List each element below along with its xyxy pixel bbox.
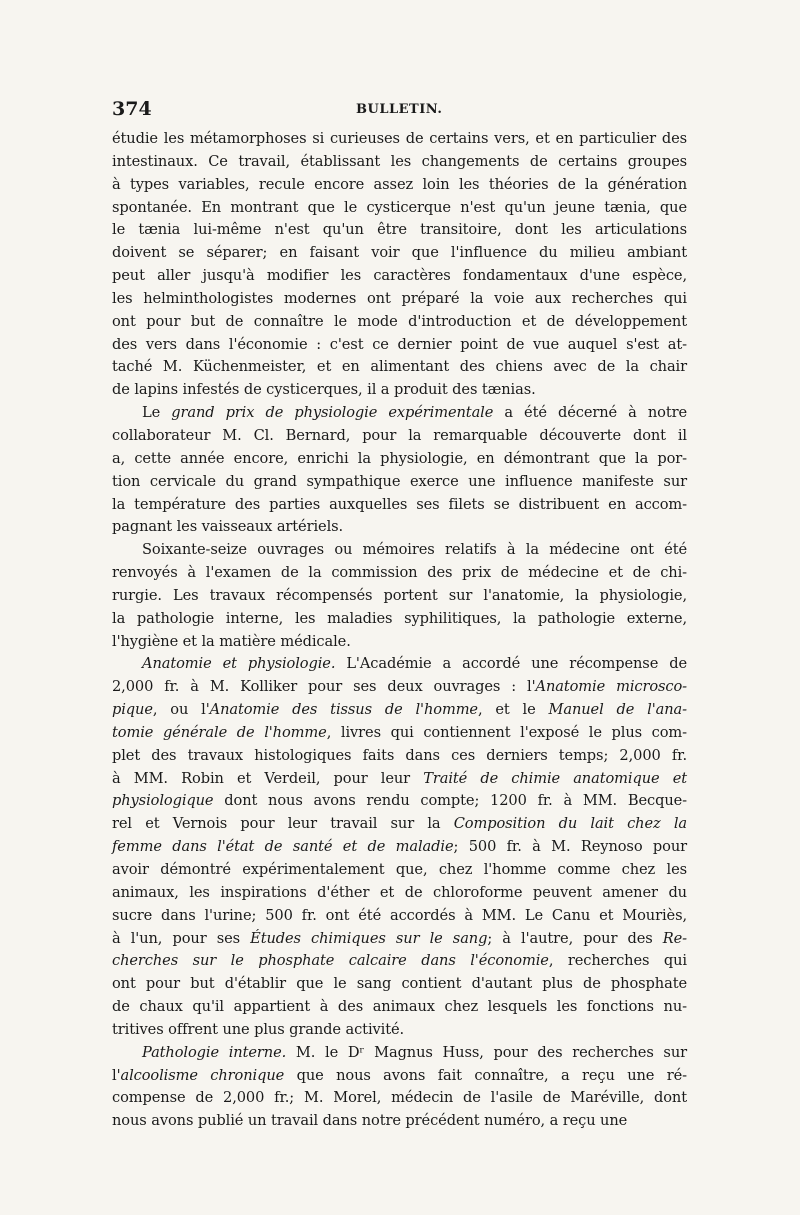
text-run: rurgie. Les travaux récompensés portent sur l'anatomie, la physiologie, xyxy=(112,586,687,604)
text-run: les helminthologistes modernes ont préparé la voie aux recherches qui xyxy=(112,289,687,307)
text-line xyxy=(112,768,687,791)
page-header xyxy=(112,98,687,124)
book-page xyxy=(112,98,687,1133)
text-run: M. le Dʳ Magnus Huss, pour des recherches sur xyxy=(286,1043,687,1061)
italic-text: tomie générale de l'homme xyxy=(112,723,327,741)
text-run: le tænia lui-même n'est qu'un être transitoire, dont les articulations xyxy=(112,221,687,239)
text-line xyxy=(112,174,687,197)
text-line xyxy=(112,950,687,973)
text-line xyxy=(112,882,687,905)
italic-text: alcoolisme chronique xyxy=(120,1066,285,1084)
text-run: ; à l'autre, pour des xyxy=(487,929,663,947)
text-line xyxy=(112,379,687,402)
text-run: Soixante-seize ouvrages ou mémoires relatifs à la médecine ont été xyxy=(142,541,687,559)
text-line xyxy=(112,813,687,836)
text-line xyxy=(112,1019,687,1042)
text-line xyxy=(112,288,687,311)
text-line xyxy=(112,631,687,654)
text-line xyxy=(112,219,687,242)
text-line xyxy=(112,128,687,151)
running-title: BULLETIN. xyxy=(356,102,443,117)
italic-text: Études chimiques sur le sang xyxy=(250,929,488,947)
text-run: , recherches qui xyxy=(548,952,687,970)
paragraph xyxy=(112,402,687,539)
italic-text: grand prix de physiologie expérimentale xyxy=(171,404,494,422)
text-run: des vers dans l'économie : c'est ce dernier point de vue auquel s'est at- xyxy=(112,335,687,353)
text-line xyxy=(112,699,687,722)
text-line xyxy=(112,836,687,859)
text-line xyxy=(112,242,687,265)
text-line xyxy=(112,265,687,288)
text-run: pagnant les vaisseaux artériels. xyxy=(112,518,344,536)
italic-text: Re- xyxy=(662,929,688,947)
text-line xyxy=(112,471,687,494)
text-run: de chaux qu'il appartient à des animaux chez lesquels les fonctions nu- xyxy=(112,998,687,1016)
text-line xyxy=(112,722,687,745)
text-line xyxy=(112,859,687,882)
text-run: taché M. Küchenmeister, et en alimentant des chiens avec de la chair xyxy=(112,358,687,376)
text-run: dont nous avons rendu compte; 1200 fr. à MM. Becque- xyxy=(213,792,687,810)
text-run: rel et Vernois pour leur travail sur la xyxy=(112,815,454,833)
italic-text: pique xyxy=(112,701,153,719)
italic-text: femme dans l'état de santé et de maladie xyxy=(112,838,454,856)
italic-text: Pathologie interne. xyxy=(142,1043,287,1061)
text-run: collaborateur M. Cl. Bernard, pour la remarquable découverte dont il xyxy=(112,426,687,444)
text-run: la température des parties auxquelles ses filets se distribuent en accom- xyxy=(112,495,687,513)
text-run: la pathologie interne, les maladies syphilitiques, la pathologie externe, xyxy=(112,609,687,627)
text-line xyxy=(112,494,687,517)
text-run: 2,000 fr. à M. Kolliker pour ses deux ouvrages : l' xyxy=(112,678,536,696)
text-run: ; 500 fr. à M. Reynoso pour xyxy=(453,838,687,856)
text-run: ont pour but de connaître le mode d'introduction et de développement xyxy=(112,312,687,330)
text-run: a, cette année encore, enrichi la physiologie, en démontrant que la por- xyxy=(112,449,687,467)
text-run: a été décerné à notre xyxy=(493,404,688,422)
text-line xyxy=(112,425,687,448)
paragraph xyxy=(112,539,687,653)
text-line xyxy=(112,928,687,951)
text-run: que nous avons fait connaître, a reçu une ré- xyxy=(284,1066,687,1084)
text-line xyxy=(112,516,687,539)
text-line xyxy=(112,585,687,608)
page-number: 374 xyxy=(112,98,152,120)
text-run: plet des travaux histologiques faits dans ces derniers temps; 2,000 fr. xyxy=(112,746,687,764)
text-run: à types variables, recule encore assez loin les théories de la génération xyxy=(112,175,687,193)
text-line xyxy=(112,1087,687,1110)
italic-text: Traité de chimie anatomique et xyxy=(423,769,687,787)
text-run: compense de 2,000 fr.; M. Morel, médecin de l'asile de Maréville, dont xyxy=(112,1089,687,1107)
text-line xyxy=(112,790,687,813)
text-run: à l'un, pour ses xyxy=(112,929,251,947)
italic-text: Anatomie et physiologie. xyxy=(142,655,336,673)
text-run: l'hygiène et la matière médicale. xyxy=(112,632,351,650)
text-run: tion cervicale du grand sympathique exerce une influence manifeste sur xyxy=(112,472,687,490)
paragraph xyxy=(112,1042,687,1133)
text-line xyxy=(112,311,687,334)
text-line xyxy=(112,973,687,996)
text-line xyxy=(112,1065,687,1088)
text-run: peut aller jusqu'à modifier les caractères fondamentaux d'une espèce, xyxy=(112,267,687,285)
text-line xyxy=(112,1042,687,1065)
text-run: intestinaux. Ce travail, établissant les changements de certains groupes xyxy=(112,152,687,170)
paragraph xyxy=(112,653,687,1041)
text-run: , livres qui contiennent l'exposé le plus com- xyxy=(326,723,687,741)
text-line xyxy=(112,1110,687,1133)
italic-text: Composition du lait chez la xyxy=(453,815,687,833)
text-line xyxy=(112,448,687,471)
text-line xyxy=(112,653,687,676)
text-line xyxy=(112,562,687,585)
text-line xyxy=(112,356,687,379)
text-run: l' xyxy=(112,1066,121,1084)
body-text xyxy=(112,128,687,1133)
text-run: nous avons publié un travail dans notre précédent numéro, a reçu une xyxy=(112,1112,628,1130)
text-line xyxy=(112,539,687,562)
italic-text: Manuel de l'ana- xyxy=(548,701,687,719)
text-line xyxy=(112,334,687,357)
text-line xyxy=(112,402,687,425)
italic-text: Anatomie des tissus de l'homme xyxy=(209,701,478,719)
text-run: renvoyés à l'examen de la commission des prix de médecine et de chi- xyxy=(112,564,687,582)
italic-text: physiologique xyxy=(112,792,214,810)
text-line xyxy=(112,745,687,768)
text-run: de lapins infestés de cysticerques, il a produit des tænias. xyxy=(112,381,536,399)
text-run: animaux, les inspirations d'éther et de chloroforme peuvent amener du xyxy=(112,883,687,901)
text-line xyxy=(112,151,687,174)
text-run: avoir démontré expérimentalement que, chez l'homme comme chez les xyxy=(112,861,687,878)
text-run: tritives offrent une plus grande activité. xyxy=(112,1020,405,1038)
text-run: à MM. Robin et Verdeil, pour leur xyxy=(112,769,424,787)
text-run: doivent se séparer; en faisant voir que l'influence du milieu ambiant xyxy=(112,244,687,262)
text-line xyxy=(112,197,687,220)
italic-text: cherches sur le phosphate calcaire dans l'économie xyxy=(112,952,549,970)
text-run: spontanée. En montrant que le cysticerque n'est qu'un jeune tænia, que xyxy=(112,198,687,216)
text-line xyxy=(112,676,687,699)
text-line xyxy=(112,608,687,631)
text-run: L'Académie a accordé une récompense de xyxy=(335,655,687,673)
text-run: ont pour but d'établir que le sang contient d'autant plus de phosphate xyxy=(112,975,687,993)
text-run: étudie les métamorphoses si curieuses de certains vers, et en particulier des xyxy=(112,130,687,147)
text-line xyxy=(112,996,687,1019)
italic-text: Anatomie microsco- xyxy=(535,678,688,696)
text-line xyxy=(112,905,687,928)
text-run: Le xyxy=(142,404,172,422)
text-run: , et le xyxy=(477,701,549,719)
text-run: , ou l' xyxy=(152,701,210,719)
text-run: sucre dans l'urine; 500 fr. ont été accordés à MM. Le Canu et Mouriès, xyxy=(112,906,687,924)
paragraph xyxy=(112,128,687,402)
